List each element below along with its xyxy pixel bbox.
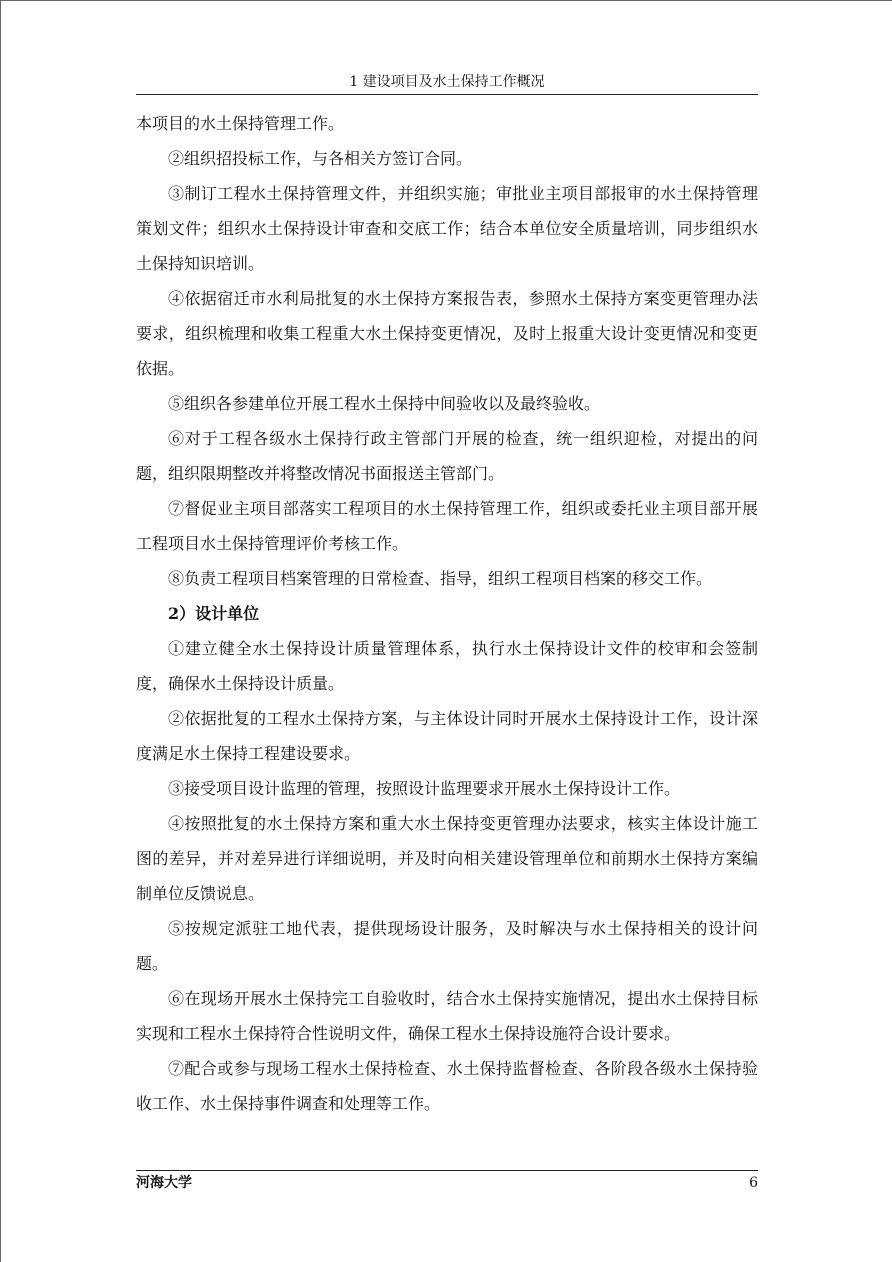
- paragraph-design-item-6: ⑥在现场开展水土保持完工自验收时，结合水土保持实施情况，提出水土保持目标实现和工程水土保持符合性说明文件，确保工程水土保持设施符合设计要求。: [136, 989, 758, 1043]
- paragraph-design-item-3: ③接受项目设计监理的管理，按照设计监理要求开展水土保持设计工作。: [168, 779, 681, 798]
- section-heading-design-unit: 2）设计单位: [168, 604, 260, 623]
- paragraph-design-item-7: ⑦配合或参与现场工程水土保持检查、水土保持监督检查、各阶段各级水土保持验收工作、水土保持事件调查和处理等工作。: [136, 1059, 758, 1113]
- page-border-left: [0, 0, 1, 1262]
- paragraph-design-item-5: ⑤按规定派驻工地代表，提供现场设计服务，及时解决与水土保持相关的设计问题。: [136, 919, 758, 973]
- paragraph-item-2: ②组织招投标工作，与各相关方签订合同。: [168, 149, 473, 168]
- page-border-top: [0, 0, 892, 1]
- paragraph-item-3: ③制订工程水土保持管理文件，并组织实施；审批业主项目部报审的水土保持管理策划文件；组织水土保持设计审查和交底工作；结合本单位安全质量培训，同步组织水土保持知识培训。: [136, 184, 758, 273]
- paragraph-item-7: ⑦督促业主项目部落实工程项目的水土保持管理工作，组织或委托业主项目部开展工程项目水土保持管理评价考核工作。: [136, 499, 758, 553]
- page-number: 6: [749, 1175, 758, 1191]
- paragraph-item-5: ⑤组织各参建单位开展工程水土保持中间验收以及最终验收。: [168, 394, 601, 413]
- running-header: [136, 71, 758, 95]
- paragraph-design-item-1: ①建立健全水土保持设计质量管理体系，执行水土保持设计文件的校审和会签制度，确保水土保持设计质量。: [136, 639, 758, 693]
- footer-institution: 河海大学: [136, 1175, 192, 1191]
- paragraph-item-4: ④依据宿迁市水利局批复的水土保持方案报告表，参照水土保持方案变更管理办法要求，组织梳理和收集工程重大水土保持变更情况，及时上报重大设计变更情况和变更依据。: [136, 289, 758, 378]
- header-title: 1 建设项目及水土保持工作概况: [349, 74, 545, 90]
- paragraph-design-item-4: ④按照批复的水土保持方案和重大水土保持变更管理办法要求，核实主体设计施工图的差异，并对差异进行详细说明，并及时向相关建设管理单位和前期水土保持方案编制单位反馈说息。: [136, 814, 758, 903]
- paragraph-continuation: 本项目的水土保持管理工作。: [136, 114, 345, 133]
- paragraph-item-6: ⑥对于工程各级水土保持行政主管部门开展的检查，统一组织迎检，对提出的问题，组织限期整改并将整改情况书面报送主管部门。: [136, 429, 758, 483]
- paragraph-item-8: ⑧负责工程项目档案管理的日常检查、指导，组织工程项目档案的移交工作。: [168, 569, 713, 588]
- running-footer: [136, 1170, 758, 1194]
- document-body: [136, 106, 758, 1121]
- paragraph-design-item-2: ②依据批复的工程水土保持方案，与主体设计同时开展水土保持设计工作，设计深度满足水土保持工程建设要求。: [136, 709, 758, 763]
